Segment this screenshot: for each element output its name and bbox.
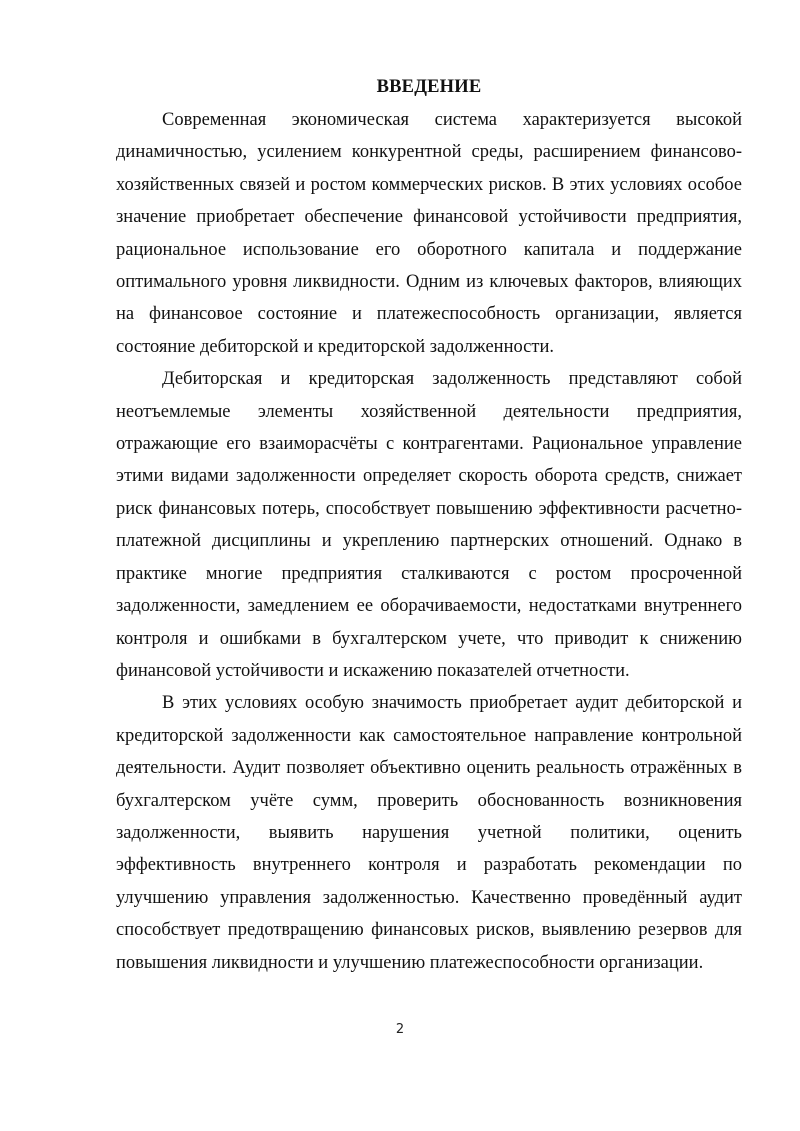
page-number: 2 xyxy=(395,1022,405,1037)
paragraph-2: Дебиторская и кредиторская задолженность представляют собой неотъемлемые элементы хозяйственной деятельности предприятия, отражающие его взаиморасчёты с контрагентами. Рациональное управление этими видами задолженности определяет скорость оборота средств, снижает риск финансовых потерь, способствует повышению эффективности расчетно-платежной дисциплины и укреплению партнерских отношений. Однако в практике многие предприятия сталкиваются с ростом просроченной задолженности, замедлением ее оборачиваемости, недостатками внутреннего контроля и ошибками в бухгалтерском учете, что приводит к снижению финансовой устойчивости и искажению показателей отчетности. xyxy=(116,369,742,681)
paragraph-3: В этих условиях особую значимость приобретает аудит дебиторской и кредиторской задолженности как самостоятельное направление контрольной деятельности. Аудит позволяет объективно оценить реальность отражённых в бухгалтерском учёте сумм, проверить обоснованность возникновения задолженности, выявить нарушения учетной политики, оценить эффективность внутреннего контроля и разработать рекомендации по улучшению управления задолженностью. Качественно проведённый аудит способствует предотвращению финансовых рисков, выявлению резервов для повышения ликвидности и улучшению платежеспособности организации. xyxy=(116,693,742,973)
page-content xyxy=(116,73,742,979)
paragraph-1: Современная экономическая система характеризуется высокой динамичностью, усилением конкурентной среды, расширением финансово-хозяйственных связей и ростом коммерческих рисков. В этих условиях особое значение приобретает обеспечение финансовой устойчивости предприятия, рациональное использование его оборотного капитала и поддержание оптимального уровня ликвидности. Одним из ключевых факторов, влияющих на финансовое состояние и платежеспособность организации, является состояние дебиторской и кредиторской задолженности. xyxy=(116,110,742,357)
section-title: ВВЕДЕНИЕ xyxy=(376,77,482,97)
